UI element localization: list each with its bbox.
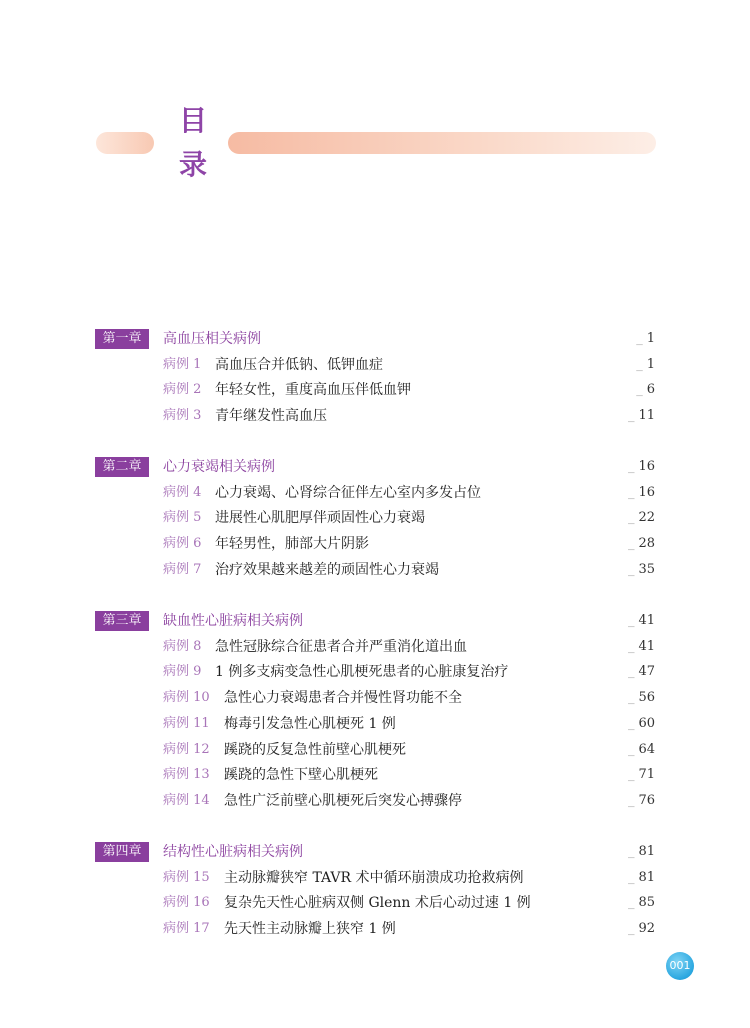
case-page-value: 1 [646, 356, 655, 372]
case-page-number: _ 11 [627, 408, 655, 424]
case-row[interactable] [0, 790, 750, 814]
case-label: 病例 9 [163, 664, 202, 680]
case-page-number: _ 16 [627, 484, 655, 500]
case-row[interactable] [0, 739, 750, 763]
case-page-value: 41 [638, 638, 655, 654]
case-page-value: 64 [638, 741, 655, 757]
case-page-value: 47 [638, 664, 655, 680]
case-page-value: 22 [638, 510, 655, 526]
case-page-value: 71 [638, 767, 655, 783]
case-title: 蹊跷的反复急性前壁心肌梗死 [224, 741, 406, 758]
case-page-value: 16 [638, 484, 655, 500]
chapter-page-value: 1 [646, 331, 655, 346]
chapter-label: 第三章 [95, 611, 149, 631]
chapter-title: 高血压相关病例 [163, 331, 261, 347]
case-title: 治疗效果越来越差的顽固性心力衰竭 [215, 561, 439, 578]
case-page-number: _ 60 [627, 715, 655, 731]
decorative-bar-right [228, 132, 656, 154]
page-title-char-2: 录 [178, 148, 207, 181]
case-page-number: _ 35 [627, 561, 655, 577]
case-row[interactable] [0, 892, 750, 916]
case-page-number: _ 56 [627, 690, 655, 706]
case-row[interactable] [0, 405, 750, 429]
case-row[interactable] [0, 764, 750, 788]
case-label: 病例 15 [163, 869, 210, 885]
case-row[interactable] [0, 507, 750, 531]
case-label: 病例 13 [163, 767, 210, 783]
chapter-label: 第一章 [95, 329, 149, 349]
case-page-number: _ 28 [627, 536, 655, 552]
case-title: 急性心力衰竭患者合并慢性肾功能不全 [224, 690, 462, 707]
chapter-page-number: _ 1 [636, 331, 655, 346]
case-page-value: 81 [638, 869, 655, 885]
case-row[interactable] [0, 636, 750, 660]
case-title: 心力衰竭、心肾综合征伴左心室内多发占位 [215, 484, 481, 501]
case-row[interactable] [0, 713, 750, 737]
case-page-number: _ 85 [627, 895, 655, 911]
case-label: 病例 7 [163, 561, 202, 577]
chapter-title: 结构性心脏病相关病例 [163, 844, 303, 860]
chapter-page-value: 41 [638, 613, 655, 628]
case-title: 急性广泛前壁心肌梗死后突发心搏骤停 [224, 792, 462, 809]
case-row[interactable] [0, 354, 750, 378]
chapter-title: 缺血性心脏病相关病例 [163, 613, 303, 629]
case-title: 进展性心肌肥厚伴顽固性心力衰竭 [215, 510, 425, 527]
case-page-value: 28 [638, 536, 655, 552]
case-page-value: 56 [638, 690, 655, 706]
page-title-char-1: 目 [178, 104, 207, 137]
case-page-number: _ 64 [627, 741, 655, 757]
case-label: 病例 6 [163, 536, 202, 552]
case-row[interactable] [0, 559, 750, 583]
case-title: 梅毒引发急性心肌梗死 1 例 [224, 715, 396, 732]
case-title: 复杂先天性心脏病双侧 Glenn 术后心动过速 1 例 [224, 895, 531, 912]
case-title: 急性冠脉综合征患者合并严重消化道出血 [215, 638, 467, 655]
case-row[interactable] [0, 687, 750, 711]
case-page-number: _ 92 [627, 921, 655, 937]
case-page-number: _ 81 [627, 869, 655, 885]
case-row[interactable] [0, 379, 750, 403]
chapter-page-value: 16 [638, 459, 655, 474]
page-number-badge: 001 [666, 952, 694, 980]
case-row[interactable] [0, 482, 750, 506]
case-label: 病例 2 [163, 382, 202, 398]
case-page-number: _ 41 [627, 638, 655, 654]
case-title: 主动脉瓣狭窄 TAVR 术中循环崩溃成功抢救病例 [224, 869, 524, 886]
case-page-number: _ 6 [636, 382, 655, 398]
case-title: 年轻男性，肺部大片阴影 [215, 536, 369, 553]
case-label: 病例 16 [163, 895, 210, 911]
case-page-value: 85 [638, 895, 655, 911]
chapter-label: 第四章 [95, 842, 149, 862]
decorative-bar-left [96, 132, 154, 154]
chapter-page-number: _ 81 [627, 844, 655, 859]
chapter-row[interactable] [0, 328, 750, 352]
case-page-value: 76 [638, 792, 655, 808]
case-title: 蹊跷的急性下壁心肌梗死 [224, 767, 378, 784]
chapter-page-number: _ 41 [627, 613, 655, 628]
chapter-row[interactable] [0, 841, 750, 865]
case-label: 病例 10 [163, 690, 210, 706]
case-page-number: _ 76 [627, 792, 655, 808]
case-row[interactable] [0, 867, 750, 891]
case-label: 病例 17 [163, 921, 210, 937]
case-title: 年轻女性，重度高血压伴低血钾 [215, 382, 411, 399]
case-page-number: _ 1 [636, 356, 655, 372]
case-row[interactable] [0, 661, 750, 685]
case-title: 高血压合并低钠、低钾血症 [215, 356, 383, 373]
case-page-value: 35 [638, 561, 655, 577]
case-row[interactable] [0, 533, 750, 557]
case-page-value: 6 [646, 382, 655, 398]
case-title: 先天性主动脉瓣上狭窄 1 例 [224, 921, 396, 938]
chapter-label: 第二章 [95, 457, 149, 477]
case-page-value: 11 [638, 408, 655, 424]
case-page-value: 60 [638, 715, 655, 731]
case-title: 1 例多支病变急性心肌梗死患者的心脏康复治疗 [215, 664, 509, 681]
case-page-number: _ 71 [627, 767, 655, 783]
chapter-page-number: _ 16 [627, 459, 655, 474]
case-label: 病例 11 [163, 715, 210, 731]
chapter-row[interactable] [0, 456, 750, 480]
case-label: 病例 12 [163, 741, 210, 757]
case-label: 病例 8 [163, 638, 202, 654]
case-label: 病例 3 [163, 408, 202, 424]
case-row[interactable] [0, 918, 750, 942]
case-page-number: _ 47 [627, 664, 655, 680]
case-title: 青年继发性高血压 [215, 408, 327, 425]
case-label: 病例 14 [163, 792, 210, 808]
chapter-title: 心力衰竭相关病例 [163, 459, 275, 475]
case-page-number: _ 22 [627, 510, 655, 526]
chapter-row[interactable] [0, 610, 750, 634]
case-page-value: 92 [638, 921, 655, 937]
case-label: 病例 1 [163, 356, 202, 372]
chapter-page-value: 81 [638, 844, 655, 859]
case-label: 病例 4 [163, 484, 202, 500]
case-label: 病例 5 [163, 510, 202, 526]
